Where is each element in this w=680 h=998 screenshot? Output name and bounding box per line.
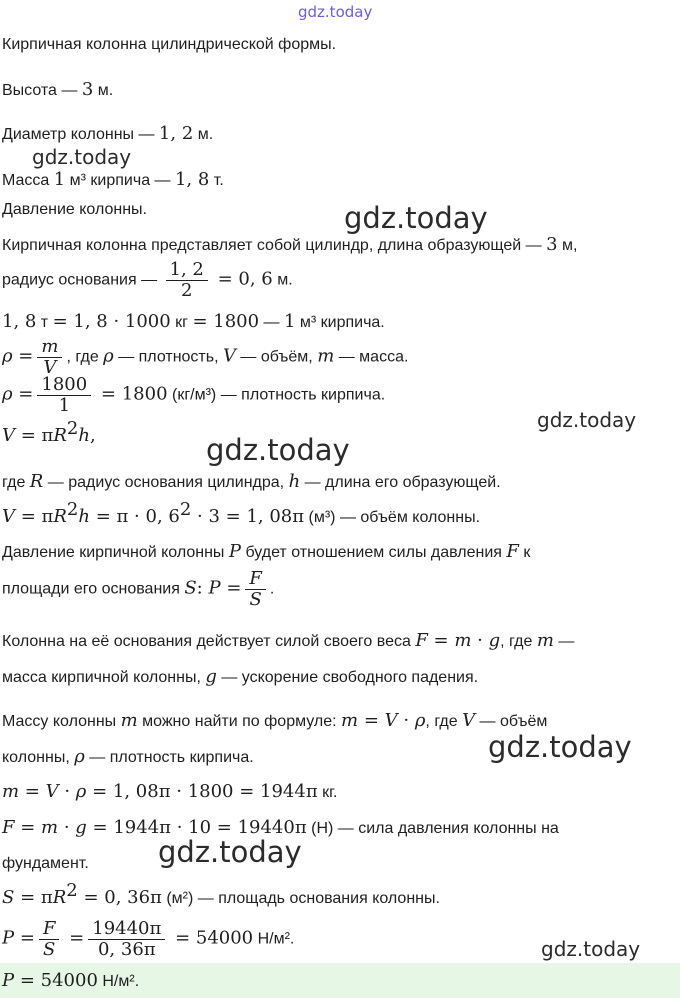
text-line: Кирпичная колонна цилиндрической формы. xyxy=(2,36,337,53)
fraction: $\frac{19440\pi}{0, 36\pi}$ xyxy=(88,919,165,960)
watermark: gdz.today xyxy=(32,145,132,169)
fraction: $\frac{F}{S}$ xyxy=(39,919,60,960)
watermark: gdz.today xyxy=(488,730,632,764)
text-line: Давление кирпичной колонны P будет отношением силы давления F к xyxy=(2,541,531,562)
text-line: Кирпичная колонна представляет собой цилиндр, длина образующей — 3 м, xyxy=(2,234,578,255)
formula-line: F = m · g = 1944π · 10 = 19440π (Н) — сила давления колонны на xyxy=(2,817,559,838)
formula-line: $V = \pi R^2h$, xyxy=(2,418,96,446)
formula-line: радиус основания — $\frac{1, 2}{2}$ = 0, 6 м. xyxy=(2,259,293,301)
formula-line: m = V · ρ = 1, 08π · 1800 = 1944π кг. xyxy=(2,781,338,802)
watermark: gdz.today xyxy=(206,433,350,467)
fraction: $\frac{1, 2}{2}$ xyxy=(166,260,208,301)
formula-line: 1, 8 т = 1, 8 · 1000 кг = 1800 — 1 м³ кирпича. xyxy=(2,311,385,332)
formula-line: ρ = $\frac{m}{V}$ , где ρ — плотность, V — объём, m — масса. xyxy=(2,336,409,378)
formula-line: P = $\frac{F}{S}$ = $\frac{19440\pi}{0, 36\pi}$ = 54000 Н/м². xyxy=(2,918,295,960)
fraction: $\frac{m}{V}$ xyxy=(37,337,62,378)
text-line: Давление колонны. xyxy=(2,201,147,218)
text-line: Масса 1 м³ кирпича — 1, 8 т. xyxy=(2,169,224,190)
watermark: gdz.today xyxy=(158,835,302,869)
fraction: $\frac{1800}{1}$ xyxy=(37,375,91,416)
text-line: Массу колонны m можно найти по формуле: m = V · ρ, где V — объём xyxy=(2,710,548,731)
fraction: $\frac{F}{S}$ xyxy=(245,569,266,610)
text-line: фундамент. xyxy=(2,855,89,872)
formula-line: $V = \pi R^2h = \pi \cdot 0$, $6^2 \cdot 3 = 1$, 08π (м³) — объём колонны. xyxy=(2,499,481,527)
text-line: где R — радиус основания цилиндра, h — длина его образующей. xyxy=(2,471,501,492)
answer-line: P = 54000 Н/м². xyxy=(2,970,140,991)
watermark: gdz.today xyxy=(541,937,641,961)
watermark: gdz.today xyxy=(298,3,373,21)
watermark: gdz.today xyxy=(344,201,488,235)
text-line: Высота — 3 м. xyxy=(2,79,114,100)
watermark: gdz.today xyxy=(537,408,637,432)
formula-line: ρ = $\frac{1800}{1}$ = 1800 (кг/м³) — плотность кирпича. xyxy=(2,374,386,416)
formula-line: площади его основания S: P = $\frac{F}{S}$ . xyxy=(2,568,275,610)
text-line: Диаметр колонны — 1, 2 м. xyxy=(2,123,214,144)
formula-line: $S = \pi R^2 = 0$, 36π (м²) — площадь основания колонны. xyxy=(2,880,440,908)
text-line: колонны, ρ — плотность кирпича. xyxy=(2,746,254,767)
text-line: Колонна на её основания действует силой своего веса F = m · g, где m — xyxy=(2,630,575,651)
text-line: масса кирпичной колонны, g — ускорение свободного падения. xyxy=(2,666,479,687)
